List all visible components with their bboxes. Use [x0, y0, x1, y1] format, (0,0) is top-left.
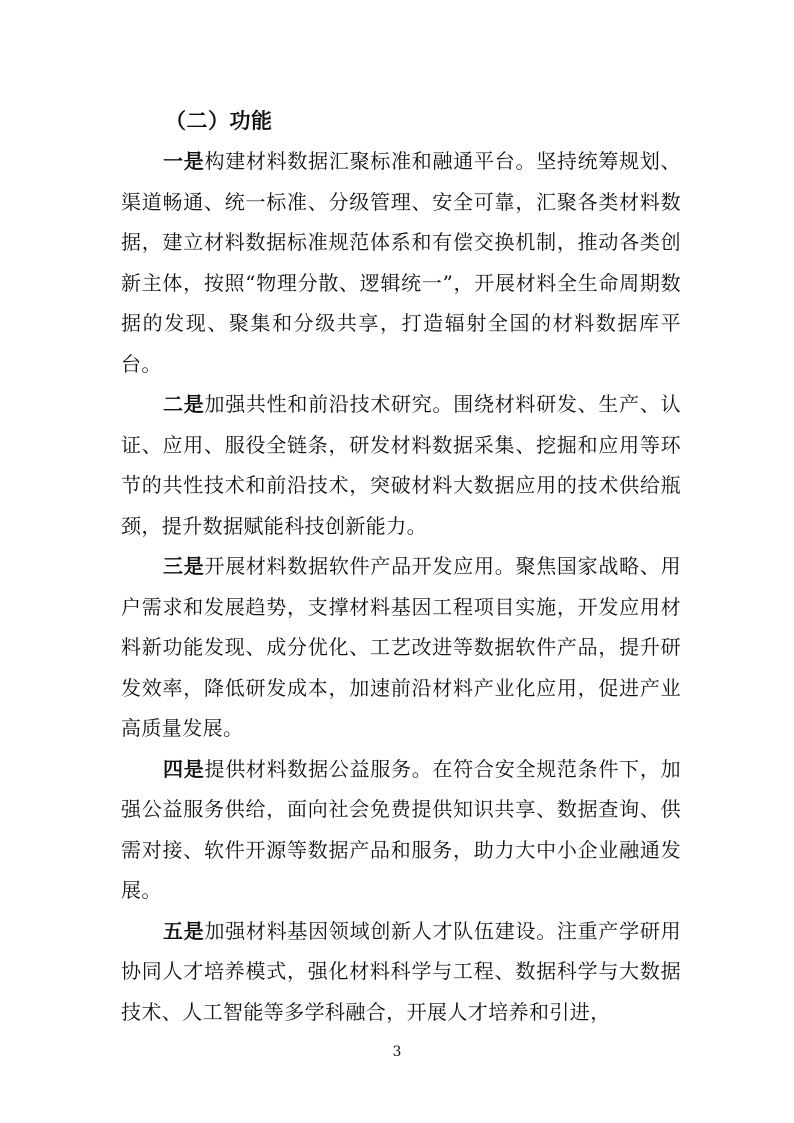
paragraph-3 — [121, 546, 681, 749]
paragraph-5 — [121, 911, 681, 1033]
paragraph-4 — [121, 749, 681, 911]
page-number: 3 — [392, 1044, 402, 1060]
paragraph-text: 加强共性和前沿技术研究。围绕材料研发、生产、认证、应用、服役全链条，研发材料数据采集、挖掘和应用等环节的共性技术和前沿技术，突破材料大数据应用的技术供给瓶颈，提升数据赋能科技创新能力。 — [121, 392, 681, 538]
paragraph-text: 提供材料数据公益服务。在符合安全规范条件下，加强公益服务供给，面向社会免费提供知识共享、数据查询、供需对接、软件开源等数据产品和服务，助力大中小企业融通发展。 — [121, 756, 681, 902]
paragraph-2 — [121, 384, 681, 546]
paragraph-1 — [121, 141, 681, 384]
paragraph-text: 开展材料数据软件产品开发应用。聚焦国家战略、用户需求和发展趋势，支撑材料基因工程项目实施，开发应用材料新功能发现、成分优化、工艺改进等数据软件产品，提升研发效率，降低研发成本，加速前沿材料产业化应用，促进产业高质量发展。 — [121, 554, 681, 740]
paragraph-lead: 三是 — [163, 554, 205, 578]
paragraph-lead: 四是 — [163, 756, 205, 781]
body-text — [121, 141, 681, 1032]
section-heading: （二）功能 — [165, 109, 273, 133]
paragraph-lead: 一是 — [163, 149, 205, 173]
paragraph-lead: 二是 — [163, 392, 205, 416]
paragraph-text: 构建材料数据汇聚标准和融通平台。坚持统筹规划、渠道畅通、统一标准、分级管理、安全可靠，汇聚各类材料数据，建立材料数据标准规范体系和有偿交换机制，推动各类创新主体，按照“物理分散、逻辑统一”，开展材料全生命周期数据的发现、聚集和分级共享，打造辐射全国的材料数据库平台。 — [121, 149, 681, 376]
paragraph-lead: 五是 — [163, 918, 205, 943]
paragraph-text: 加强材料基因领域创新人才队伍建设。注重产学研用协同人才培养模式，强化材料科学与工程、数据科学与大数据技术、人工智能等多学科融合，开展人才培养和引进， — [121, 918, 681, 1024]
